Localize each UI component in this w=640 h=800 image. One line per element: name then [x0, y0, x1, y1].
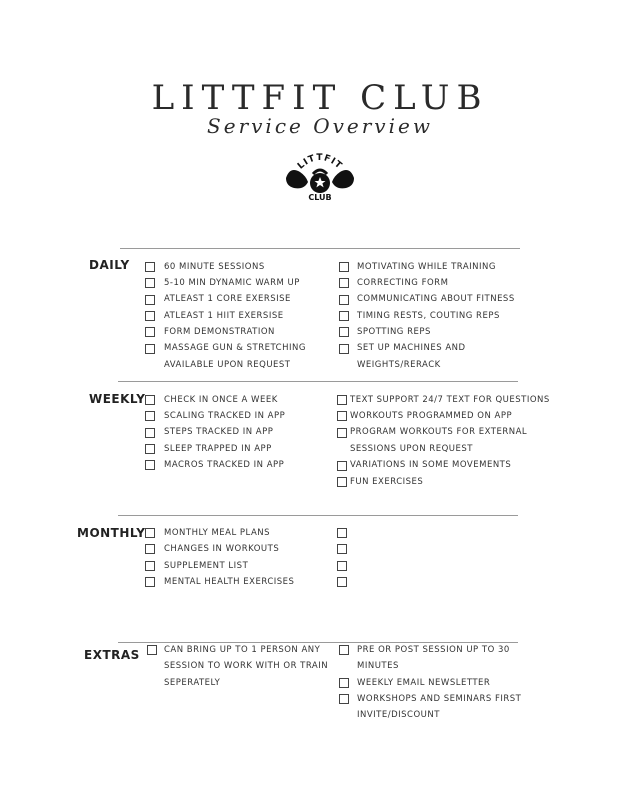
list-item: SET UP MACHINES AND [357, 343, 466, 353]
checkbox[interactable] [337, 461, 347, 471]
checkbox[interactable] [337, 428, 347, 438]
list-item: WORKSHOPS AND SEMINARS FIRST [357, 694, 522, 704]
list-item: 5-10 MIN DYNAMIC WARM UP [164, 278, 300, 288]
checkbox[interactable] [337, 544, 347, 554]
list-item: MASSAGE GUN & STRETCHING [164, 343, 306, 353]
checkbox[interactable] [339, 678, 349, 688]
list-item: TIMING RESTS, COUTING REPS [357, 311, 500, 321]
checkbox[interactable] [145, 411, 155, 421]
divider-monthly [118, 515, 518, 516]
page-title: LITTFIT CLUB [151, 78, 489, 118]
checkbox[interactable] [145, 528, 155, 538]
logo-text-top: LITTFIT [295, 152, 345, 172]
checkbox[interactable] [145, 444, 155, 454]
page-subtitle: Service Overview [207, 114, 433, 138]
divider-daily [120, 248, 520, 249]
checkbox[interactable] [337, 528, 347, 538]
list-item: WORKOUTS PROGRAMMED ON APP [350, 411, 513, 421]
list-item: CHECK IN ONCE A WEEK [164, 395, 278, 405]
list-item: MENTAL HEALTH EXERCISES [164, 577, 295, 587]
checkbox[interactable] [337, 411, 347, 421]
checkbox[interactable] [339, 262, 349, 272]
list-item: SESSIONS UPON REQUEST [350, 444, 473, 454]
checkbox[interactable] [337, 477, 347, 487]
list-item: FORM DEMONSTRATION [164, 327, 275, 337]
list-item: SUPPLEMENT LIST [164, 561, 249, 571]
checkbox[interactable] [337, 577, 347, 587]
checkbox[interactable] [339, 645, 349, 655]
list-item: CORRECTING FORM [357, 278, 449, 288]
checkbox[interactable] [145, 577, 155, 587]
checkbox[interactable] [339, 694, 349, 704]
list-item: SPOTTING REPS [357, 327, 431, 337]
checkbox[interactable] [339, 344, 349, 354]
list-item: MOTIVATING WHILE TRAINING [357, 262, 496, 272]
list-item: STEPS TRACKED IN APP [164, 427, 274, 437]
list-item: MINUTES [357, 661, 399, 671]
list-item: SCALING TRACKED IN APP [164, 411, 286, 421]
checkbox[interactable] [339, 311, 349, 321]
checkbox[interactable] [339, 295, 349, 305]
checkbox[interactable] [337, 395, 347, 405]
list-item: INVITE/DISCOUNT [357, 710, 440, 720]
checkbox[interactable] [339, 278, 349, 288]
list-item: MACROS TRACKED IN APP [164, 460, 285, 470]
checkbox[interactable] [145, 344, 155, 354]
checkbox[interactable] [145, 428, 155, 438]
kettlebell-logo [284, 150, 356, 202]
list-item: CAN BRING UP TO 1 PERSON ANY [164, 645, 321, 655]
list-item: PROGRAM WORKOUTS FOR EXTERNAL [350, 427, 528, 437]
list-item: TEXT SUPPORT 24/7 TEXT FOR QUESTIONS [350, 395, 550, 405]
list-item: SLEEP TRAPPED IN APP [164, 444, 272, 454]
list-item: MONTHLY MEAL PLANS [164, 528, 271, 538]
checkbox[interactable] [145, 460, 155, 470]
checkbox[interactable] [145, 544, 155, 554]
list-item: FUN EXERCISES [350, 477, 424, 487]
logo-text-bottom: CLUB [308, 193, 332, 202]
list-item: SEPERATELY [164, 678, 221, 688]
list-item: WEIGHTS/RERACK [357, 360, 441, 370]
checkbox[interactable] [147, 645, 157, 655]
checkbox[interactable] [145, 278, 155, 288]
list-item: ATLEAST 1 CORE EXERSISE [164, 294, 291, 304]
checkbox[interactable] [145, 561, 155, 571]
list-item: VARIATIONS IN SOME MOVEMENTS [350, 460, 512, 470]
list-item: 60 MINUTE SESSIONS [164, 262, 265, 272]
list-item: ATLEAST 1 HIIT EXERSISE [164, 311, 284, 321]
divider-weekly [118, 381, 518, 382]
checkbox[interactable] [145, 327, 155, 337]
list-item: WEEKLY EMAIL NEWSLETTER [357, 678, 491, 688]
checkbox[interactable] [145, 262, 155, 272]
section-label-extras: EXTRAS [84, 648, 140, 662]
section-label-daily: DAILY [89, 258, 130, 272]
checkbox[interactable] [145, 395, 155, 405]
checkbox[interactable] [145, 295, 155, 305]
checkbox[interactable] [337, 561, 347, 571]
checkbox[interactable] [145, 311, 155, 321]
list-item: PRE OR POST SESSION UP TO 30 [357, 645, 510, 655]
list-item: COMMUNICATING ABOUT FITNESS [357, 294, 515, 304]
section-label-weekly: WEEKLY [89, 392, 146, 406]
list-item: AVAILABLE UPON REQUEST [164, 360, 291, 370]
section-label-monthly: MONTHLY [77, 526, 146, 540]
list-item: SESSION TO WORK WITH OR TRAIN [164, 661, 329, 671]
list-item: CHANGES IN WORKOUTS [164, 544, 280, 554]
checkbox[interactable] [339, 327, 349, 337]
